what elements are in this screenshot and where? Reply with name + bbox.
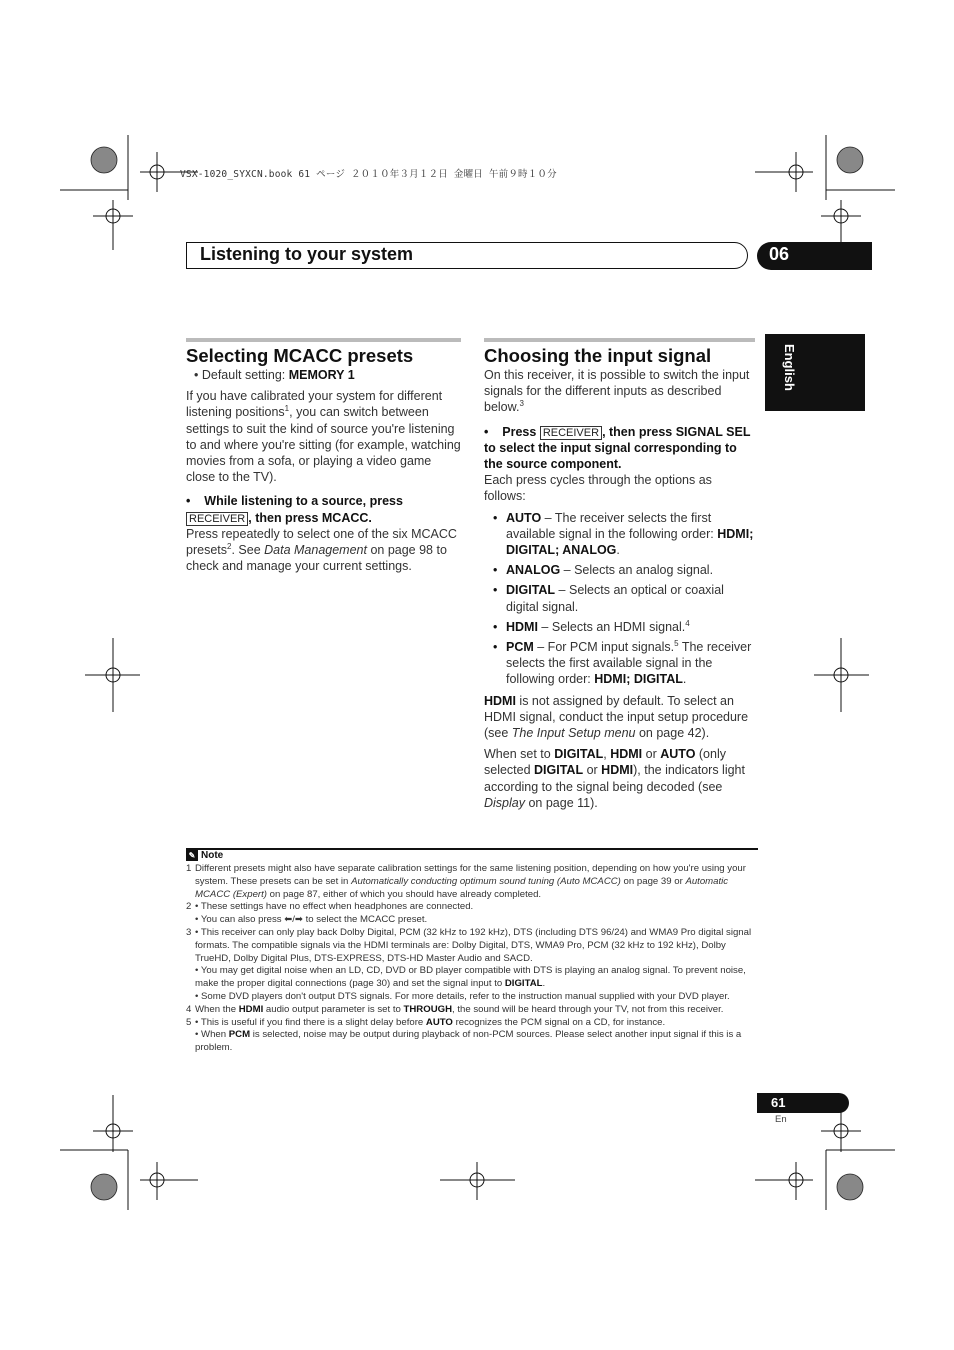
list-item: • ANALOG – Selects an analog signal. <box>484 562 755 578</box>
section-heading: Choosing the input signal <box>484 345 712 366</box>
list-item: • HDMI – Selects an HDMI signal.$^4$ <box>484 619 755 635</box>
section-header-title: Listening to your system <box>200 244 414 264</box>
list-item: • DIGITAL – Selects an optical or coaxial digital signal. <box>484 582 755 614</box>
page-language: En <box>775 1114 787 1125</box>
note-rule <box>186 848 758 850</box>
step-instruction: • While listening to a source, press RECEIVER , then press MCACC. <box>186 494 403 525</box>
footnote: 1 Different presets might also have separate calibration settings for the same listening position, depending on how you're using your system. These presets can be set in Automatically conducting optimum sound tuning (Auto MCACC) on page 39 or Automatic MCACC (Expert) on page 87, either of which you should have already completed. <box>186 863 746 900</box>
heading-rule <box>186 338 461 342</box>
step-detail: Press repeatedly to select one of the six MCACC presets$^2$. See Data Management on page 98 to check and manage your current settings. <box>186 526 457 574</box>
footnote: 4 When the HDMI audio output parameter is set to THROUGH, the sound will be heard through your TV, not from this receiver. <box>186 1003 724 1015</box>
note-icon: ✎ <box>186 850 198 861</box>
cycle-text: Each press cycles through the options as follows: <box>484 473 712 504</box>
footnote: 2 • These settings have no effect when headphones are connected. • You can also press ⬅/➡ to select the MCACC preset. <box>186 901 474 926</box>
page-number: 61 <box>757 1093 849 1113</box>
left-column <box>186 338 461 574</box>
section-heading: Selecting MCACC presets <box>186 345 414 366</box>
book-info-line: VSX-1020_SYXCN.book 61 ページ ２０１０年３月１２日 金曜日 午前９時１０分 <box>180 169 557 180</box>
list-item: • PCM – For PCM input signals.$^5$ The receiver selects the first available signal in the following order: HDMI; DIGITAL. <box>484 639 755 688</box>
signal-options-list <box>484 510 755 688</box>
footnote: 3 • This receiver can only play back Dolby Digital, PCM (32 kHz to 192 kHz), DTS (including DTS 96/24) and WMA9 Pro digital signal formats. The compatible signals via the HDMI terminals are: Dolby Digital, DTS, WMA9 Pro, PCM (32 kHz to 192 kHz), Dolby TrueHD, Dolby Digital Plus, DTS-EXPRESS, DTS-HD Master Audio and SACD. • You may get digital noise when an LD, CD, DVD or BD player compatible with DTS is playing an analog signal. To prevent noise, make the proper digital connections (page 30) and set the signal input to DIGITAL. • Some DVD players don't output DTS signals. For more details, refer to the instruction manual supplied with your DVD player. <box>186 926 752 1002</box>
language-tab-label: English <box>782 344 797 391</box>
receiver-button-label: RECEIVER <box>186 512 248 526</box>
right-column <box>484 338 755 811</box>
intro-paragraph: On this receiver, it is possible to switch the input signals for the different inputs as described below.$^3$ <box>484 368 750 415</box>
footnote: 5 • This is useful if you find there is a slight delay before AUTO recognizes the PCM signal on a CD, for instance. • When PCM is selected, noise may be output during playback of non-PCM sources. Please select another input signal if this is a problem. <box>186 1016 742 1054</box>
receiver-button-label: RECEIVER <box>540 426 602 440</box>
chapter-number: 06 <box>757 242 872 270</box>
default-setting: • Default setting: MEMORY 1 <box>194 368 355 382</box>
intro-paragraph: If you have calibrated your system for different listening positions$^1$, you can switch between settings to suit the kind of source you're listening to and where you're sitting (for example, watching movies from a sofa, or playing a video game close to the TV). <box>186 389 461 485</box>
language-tab <box>765 334 865 411</box>
footnotes <box>186 863 758 1055</box>
indicator-paragraph: When set to DIGITAL, HDMI or AUTO (only selected DIGITAL or HDMI), the indicators light according to the signal being decoded (see Display on page 11). <box>484 747 745 810</box>
step-instruction: • Press RECEIVER , then press SIGNAL SEL to select the input signal corresponding to the source component. <box>484 424 751 472</box>
list-item: • AUTO – The receiver selects the first available signal in the following order: HDMI; DIGITAL; ANALOG. <box>484 510 755 559</box>
hdmi-paragraph: HDMI is not assigned by default. To select an HDMI signal, conduct the input setup procedure (see The Input Setup menu on page 42). <box>484 693 749 741</box>
heading-rule <box>484 338 755 342</box>
note-heading: ✎ Note <box>186 850 223 861</box>
